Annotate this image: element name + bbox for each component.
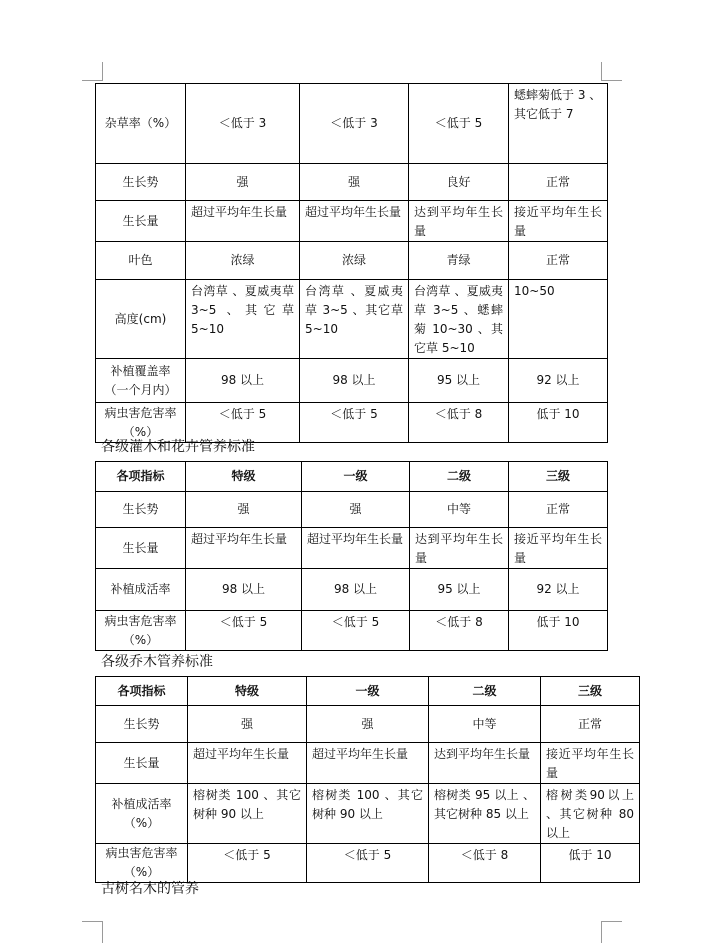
table-cell: 超过平均年生长量	[307, 743, 429, 784]
table-cell: ＜低于 5	[186, 611, 302, 651]
table-cell: ＜低于 3	[300, 84, 409, 164]
crop-mark-bottom-left	[82, 921, 103, 943]
table-cell: 生长势	[96, 164, 186, 201]
table-cell: 生长势	[96, 706, 188, 743]
shrubs-standards-table	[95, 461, 608, 651]
table-cell: ＜低于 8	[429, 844, 541, 883]
table-cell: 生长量	[96, 743, 188, 784]
table-cell: ＜低于 5	[307, 844, 429, 883]
table-cell: 98 以上	[186, 569, 302, 611]
table-cell: 正常	[509, 164, 608, 201]
table-cell: 达到平均年生长量	[429, 743, 541, 784]
table-cell: 低于 10	[509, 611, 608, 651]
table-row	[96, 844, 640, 883]
table-row	[96, 569, 608, 611]
table-row	[96, 528, 608, 569]
table-cell: 榕树类 100 、其它树种 90 以上	[307, 784, 429, 844]
table-cell: ＜低于 5	[302, 611, 410, 651]
table-row	[96, 611, 608, 651]
column-header: 三级	[509, 462, 608, 492]
table-cell: ＜低于 3	[186, 84, 300, 164]
table-cell: 95 以上	[410, 569, 509, 611]
table-cell: 接近平均年生长量	[541, 743, 640, 784]
table-cell: ＜低于 5	[188, 844, 307, 883]
table-cell: 接近平均年生长量	[509, 201, 608, 242]
table-row	[96, 784, 640, 844]
table-cell: 良好	[409, 164, 509, 201]
table-cell: 正常	[541, 706, 640, 743]
table-cell: 正常	[509, 492, 608, 528]
table-cell: 生长势	[96, 492, 186, 528]
table-cell: ＜低于 5	[186, 403, 300, 443]
column-header: 特级	[188, 677, 307, 706]
table-row	[96, 359, 608, 403]
table-cell: ＜低于 8	[410, 611, 509, 651]
table-cell: 超过平均年生长量	[186, 201, 300, 242]
table-cell: 强	[307, 706, 429, 743]
table-cell: 蟋蟀菊低于 3 、其它低于 7	[509, 84, 608, 164]
table-cell: 生长量	[96, 201, 186, 242]
table-cell: 榕树类 95 以上 、其它树种 85 以上	[429, 784, 541, 844]
table-cell: 青绿	[409, 242, 509, 280]
table-cell: 强	[302, 492, 410, 528]
table-cell: 95 以上	[409, 359, 509, 403]
crop-mark-top-right	[601, 62, 622, 81]
trees-section-heading: 各级乔木管养标准	[101, 654, 213, 670]
table-cell: 超过平均年生长量	[186, 528, 302, 569]
table-cell: 98 以上	[186, 359, 300, 403]
table-cell: 生长量	[96, 528, 186, 569]
table-cell: 补植覆盖率（一个月内）	[96, 359, 186, 403]
table-cell: 叶色	[96, 242, 186, 280]
table-cell: 补植成活率	[96, 569, 186, 611]
table-row	[96, 201, 608, 242]
table-row	[96, 164, 608, 201]
table-header-row	[96, 677, 640, 706]
table-cell: 92 以上	[509, 569, 608, 611]
column-header: 一级	[307, 677, 429, 706]
column-header: 特级	[186, 462, 302, 492]
table-row	[96, 706, 640, 743]
ancient-trees-section-heading: 古树名木的管养	[101, 881, 199, 897]
table-cell: 病虫害危害率（%）	[96, 611, 186, 651]
table-cell: 病虫害危害率（%）	[96, 403, 186, 443]
table-cell: 低于 10	[509, 403, 608, 443]
table-row	[96, 403, 608, 443]
table-cell: 正常	[509, 242, 608, 280]
table-cell: ＜低于 8	[409, 403, 509, 443]
table-cell: ＜低于 5	[300, 403, 409, 443]
table-cell: 台湾草 、夏威夷草 3~5 、蟋蟀菊 10~30 、其它草 5~10	[409, 280, 509, 359]
crop-mark-top-left	[82, 62, 103, 81]
table-cell: 台湾草 、夏威夷草 3~5 、其它草 5~10	[300, 280, 409, 359]
crop-mark-bottom-right	[601, 921, 622, 943]
trees-standards-table	[95, 676, 640, 883]
table-row	[96, 492, 608, 528]
table-cell: 强	[300, 164, 409, 201]
table-cell: 病虫害危害率（%）	[96, 844, 188, 883]
column-header: 各项指标	[96, 677, 188, 706]
table-cell: 杂草率（%）	[96, 84, 186, 164]
table-cell: 台湾草 、夏威夷草 3~5 、其它草 5~10	[186, 280, 300, 359]
table-cell: 98 以上	[300, 359, 409, 403]
table-row	[96, 242, 608, 280]
column-header: 二级	[410, 462, 509, 492]
table-cell: 10~50	[509, 280, 608, 359]
column-header: 一级	[302, 462, 410, 492]
table-cell: ＜低于 5	[409, 84, 509, 164]
table-cell: 超过平均年生长量	[300, 201, 409, 242]
table-cell: 浓绿	[300, 242, 409, 280]
table-cell: 超过平均年生长量	[302, 528, 410, 569]
table-cell: 榕树类90以上 、其它树种 80 以上	[541, 784, 640, 844]
table-row	[96, 743, 640, 784]
table-cell: 榕树类 100 、其它树种 90 以上	[188, 784, 307, 844]
table-cell: 补植成活率（%）	[96, 784, 188, 844]
table-cell: 98 以上	[302, 569, 410, 611]
table-cell: 浓绿	[186, 242, 300, 280]
table-cell: 92 以上	[509, 359, 608, 403]
table-cell: 达到平均年生长量	[409, 201, 509, 242]
table-cell: 中等	[410, 492, 509, 528]
table-cell: 中等	[429, 706, 541, 743]
table-cell: 强	[186, 164, 300, 201]
table-row	[96, 84, 608, 164]
shrubs-section-heading: 各级灌木和花卉管养标准	[101, 439, 255, 455]
table-header-row	[96, 462, 608, 492]
table-cell: 强	[188, 706, 307, 743]
table-cell: 达到平均年生长量	[410, 528, 509, 569]
table-cell: 强	[186, 492, 302, 528]
table-cell: 接近平均年生长量	[509, 528, 608, 569]
lawn-standards-table	[95, 83, 608, 443]
table-cell: 高度(cm)	[96, 280, 186, 359]
table-cell: 低于 10	[541, 844, 640, 883]
table-cell: 超过平均年生长量	[188, 743, 307, 784]
table-row	[96, 280, 608, 359]
column-header: 三级	[541, 677, 640, 706]
column-header: 二级	[429, 677, 541, 706]
column-header: 各项指标	[96, 462, 186, 492]
